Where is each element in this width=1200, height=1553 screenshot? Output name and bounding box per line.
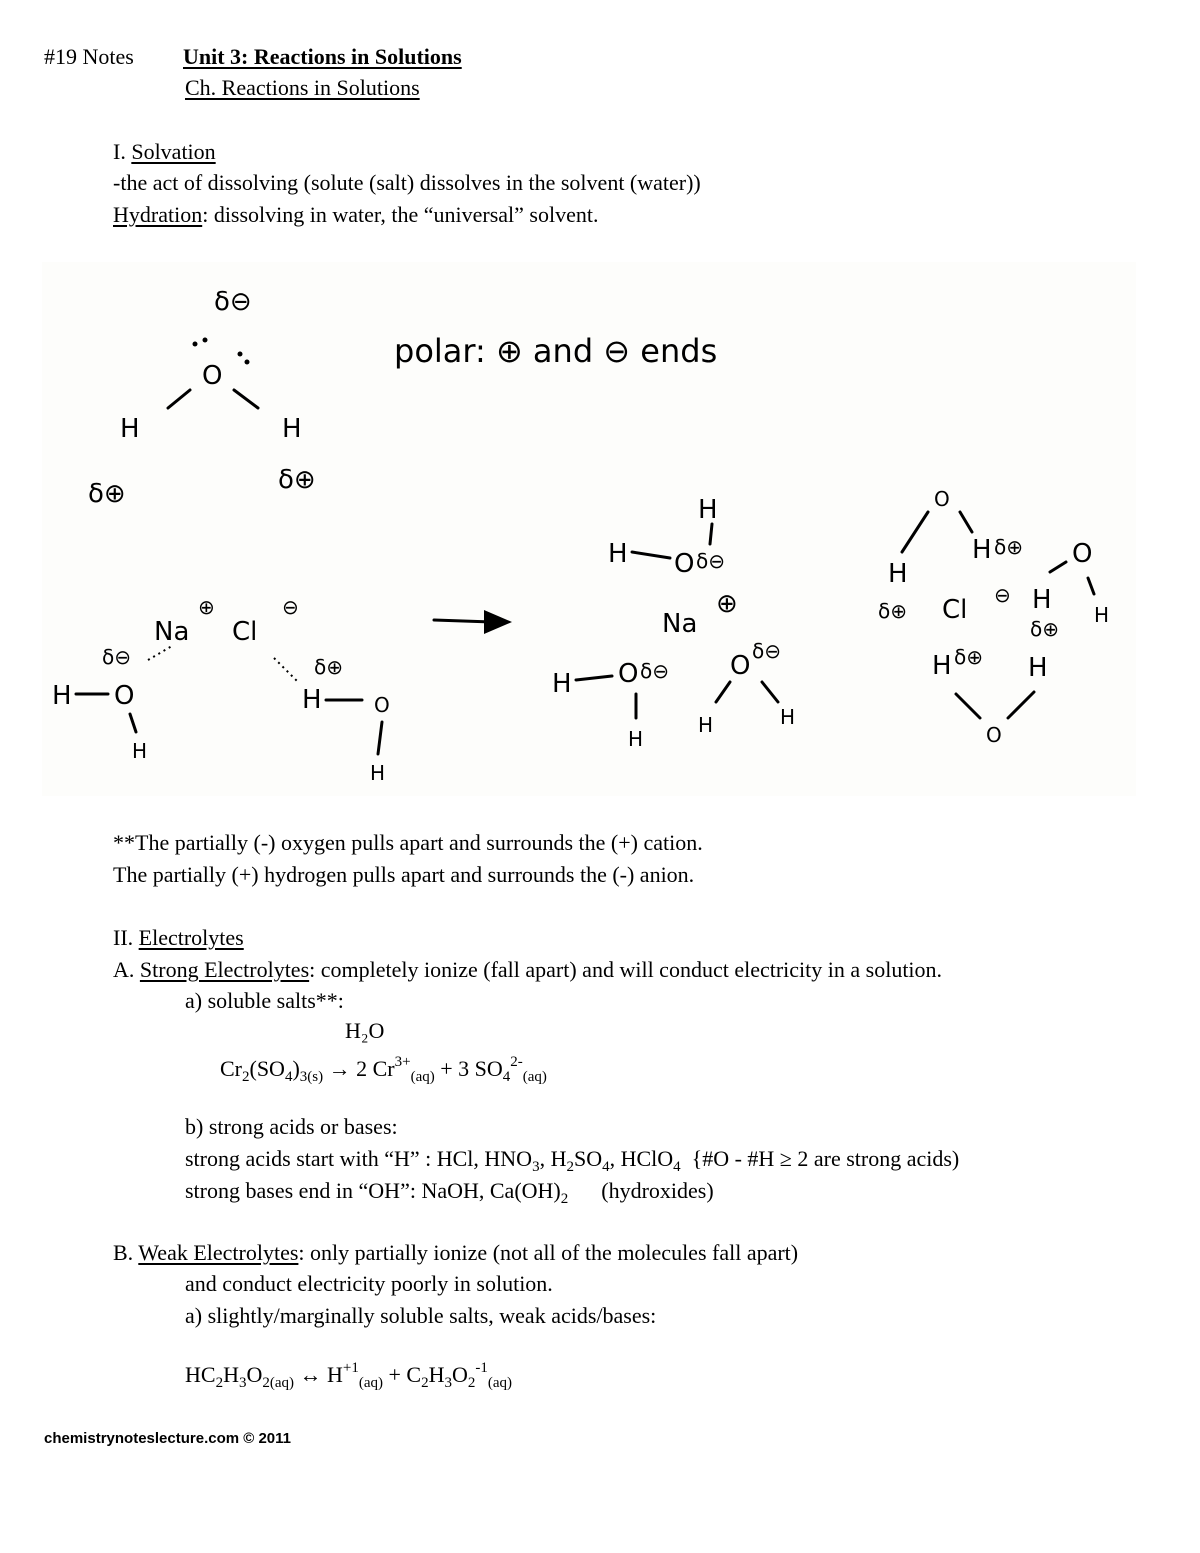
na-water3-h-right: H: [780, 705, 796, 729]
na-water3-h-left: H: [698, 713, 714, 737]
cl-water1-delta-left: δ⊕: [878, 599, 907, 623]
weak-electrolytes-line2: and conduct electricity poorly in solution.: [185, 1271, 553, 1296]
soluble-salts-label: a) soluble salts**:: [185, 988, 344, 1013]
water-delta-pos-right: δ⊕: [278, 465, 316, 495]
right-water-delta-pos: δ⊕: [314, 655, 343, 679]
water-hydrogen-left: H: [120, 414, 140, 444]
weak-def: : only partially ionize (not all of the molecules fall apart): [298, 1240, 799, 1265]
cl-water1-delta-right: δ⊕: [994, 535, 1023, 559]
chapter-title: Ch. Reactions in Solutions: [185, 75, 420, 100]
strong-bases-prefix: strong bases end in “OH”: NaOH, Ca(OH): [185, 1178, 561, 1203]
section1-heading-text: Solvation: [131, 139, 216, 164]
strong-acids-prefix: strong acids start with “H” : HCl, HNO: [185, 1146, 533, 1171]
cl-water2-o: O: [1072, 539, 1093, 569]
strong-label: A.: [113, 957, 135, 982]
cl-water1-h-right: H: [972, 535, 992, 565]
cl-water3-delta-left: δ⊕: [954, 645, 983, 669]
section1-heading: [113, 141, 216, 163]
hydration-def: : dissolving in water, the “universal” solvent.: [202, 202, 599, 227]
cl-water3-delta-right: δ⊕: [1030, 617, 1059, 641]
left-water-o: O: [114, 681, 135, 711]
na-water3-delta: δ⊖: [752, 639, 781, 663]
notes-label: #19 Notes: [44, 44, 134, 69]
left-water-delta-neg: δ⊖: [102, 645, 131, 669]
cl-water3-h-right: H: [1028, 653, 1048, 683]
water-delta-pos-left: δ⊕: [88, 479, 126, 509]
cl-water2-h-left: H: [1032, 585, 1052, 615]
water-oxygen-label: O: [202, 361, 223, 391]
solvation-definition: -the act of dissolving (solute (salt) dissolves in the solvent (water)): [113, 170, 701, 195]
weak-label: B.: [113, 1240, 134, 1265]
note-oxygen: **The partially (-) oxygen pulls apart and surrounds the (+) cation.: [113, 830, 703, 855]
chromium-sulfate-equation: $Cr_2(SO_4)_{3(s)} \to 2$ $Cr^{3+}_{(aq)} + 3$ $SO_4^{2-}_{(aq)}$: [220, 1054, 547, 1085]
cl-water1-h-left: H: [888, 559, 908, 589]
section2-heading-text: Electrolytes: [138, 925, 244, 950]
reaction-arrow-label: H₂O: [345, 1018, 385, 1043]
weak-term: Weak Electrolytes: [138, 1240, 299, 1265]
strong-bases-note: (hydroxides): [601, 1178, 714, 1203]
sodium-label: Na: [154, 617, 190, 647]
chlorine-label: Cl: [232, 617, 258, 647]
strong-def: : completely ionize (fall apart) and will conduct electricity in a solution.: [309, 957, 943, 982]
cl-water3-h-left: H: [932, 651, 952, 681]
left-water-h-bottom: H: [132, 739, 148, 763]
chlorine-charge: ⊖: [282, 595, 299, 619]
na-water1-o: O: [674, 549, 695, 579]
right-water-h-bottom: H: [370, 761, 386, 785]
na-water2-o: O: [618, 659, 639, 689]
section2-heading: [113, 927, 244, 949]
solvation-diagram: [42, 262, 1136, 796]
hydrated-chlorine-charge: ⊖: [994, 583, 1011, 607]
polar-note: polar: ⊕ and ⊖ ends: [394, 332, 718, 370]
strong-acids-rule: {#O - #H ≥ 2 are strong acids): [691, 1146, 960, 1171]
right-water-o: O: [374, 693, 390, 717]
hydrated-sodium: Na: [662, 609, 698, 639]
hydrated-sodium-charge: ⊕: [716, 589, 738, 619]
strong-bases-line: strong bases end in “OH”: NaOH, $Ca(OH)_2$ (hydroxides): [185, 1178, 714, 1207]
weak-examples-label: a) slightly/marginally soluble salts, weak acids/bases:: [185, 1303, 657, 1328]
na-water3-o: O: [730, 651, 751, 681]
unit-title: Unit 3: Reactions in Solutions: [183, 44, 462, 69]
na-water1-delta: δ⊖: [696, 549, 725, 573]
hydration-line: [113, 204, 598, 226]
na-water2-delta: δ⊖: [640, 659, 669, 683]
section1-heading-num: I.: [113, 139, 126, 164]
na-water2-h-bottom: H: [628, 727, 644, 751]
section2-heading-num: II.: [113, 925, 134, 950]
cl-water2-h-right: H: [1094, 603, 1110, 627]
cl-water1-o: O: [934, 487, 950, 511]
sodium-charge: ⊕: [198, 595, 215, 619]
strong-acids-line: strong acids start with “H” : HCl, $HNO_3$, $H_2SO_4$, HClO$_4$ {#O - #H ≥ 2 are strong acids): [185, 1146, 960, 1175]
na-water1-h-top: H: [698, 495, 718, 525]
right-water-h: H: [302, 685, 322, 715]
note-hydrogen: The partially (+) hydrogen pulls apart and surrounds the (-) anion.: [113, 862, 695, 887]
acetic-acid-equation: $HC_2H_3O_{2(aq)}$ ↔ $H^{+1}_{(aq)} + C_2H_3O_2^{-1}_{(aq)}$: [185, 1360, 513, 1391]
weak-electrolytes-line: [113, 1242, 798, 1264]
water-delta-neg-label: δ⊖: [214, 287, 252, 317]
hydrated-chlorine: Cl: [942, 595, 968, 625]
na-water2-h-left: H: [552, 669, 572, 699]
left-water-h: H: [52, 681, 72, 711]
footer-credit: chemistrynoteslecture.com © 2011: [44, 1430, 292, 1447]
na-water1-h-left: H: [608, 539, 628, 569]
cl-water3-o: O: [986, 723, 1002, 747]
strong-electrolytes-line: [113, 959, 942, 981]
water-hydrogen-right: H: [282, 414, 302, 444]
strong-term: Strong Electrolytes: [139, 957, 310, 982]
strong-acids-bases-label: b) strong acids or bases:: [185, 1114, 398, 1139]
hydration-term: Hydration: [113, 202, 203, 227]
